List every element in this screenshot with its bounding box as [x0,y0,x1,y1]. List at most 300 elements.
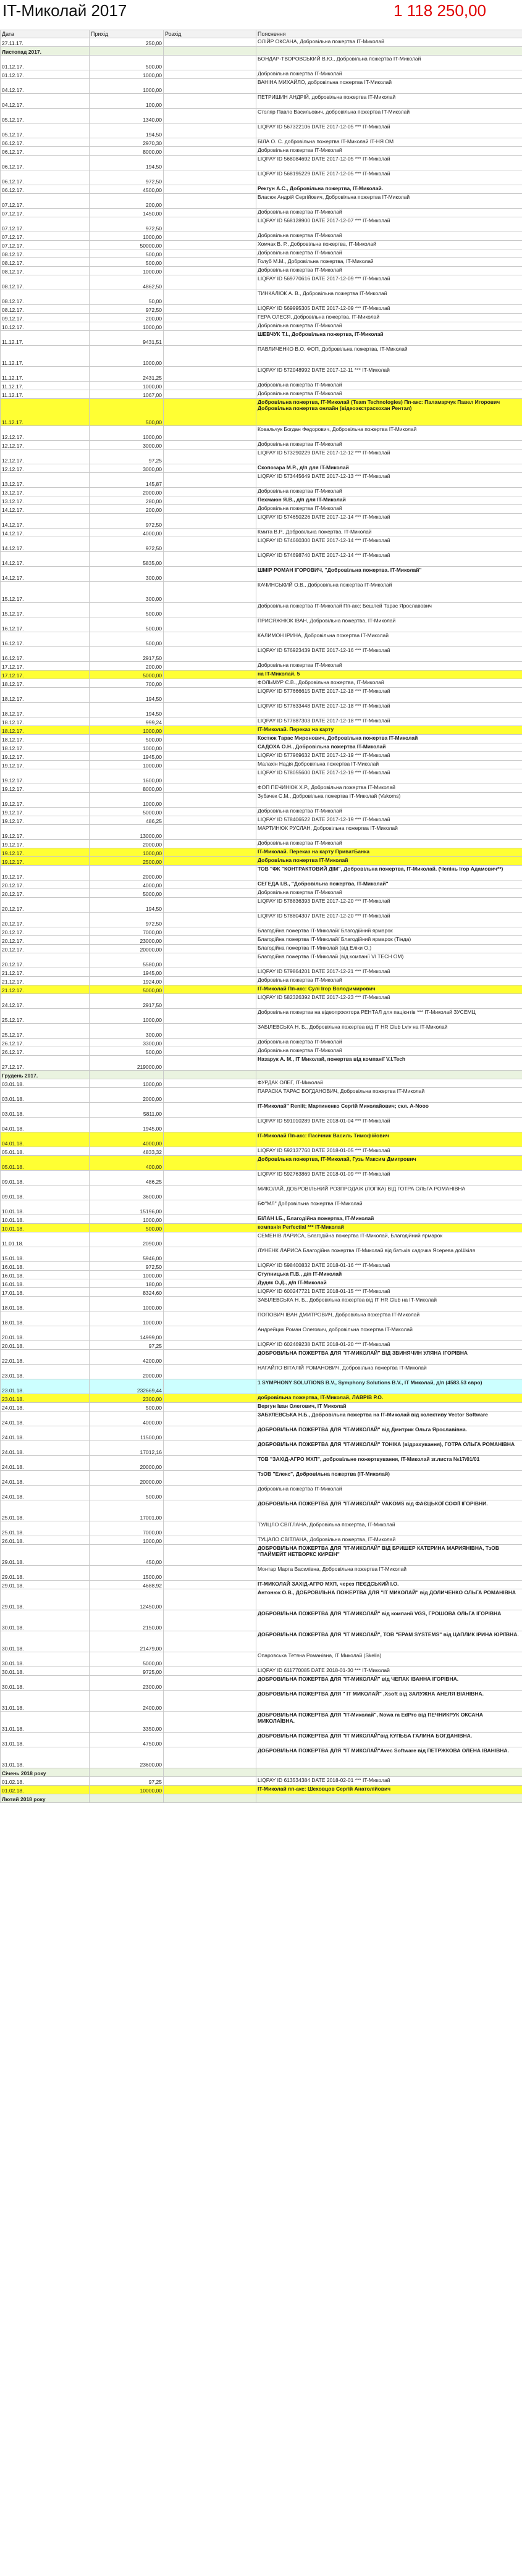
note-cell[interactable]: ВАНІНА МИХАЙЛО, добровільна пожертва IT-Миколай [256,79,522,94]
date-cell[interactable]: 20.12.17. [1,889,90,898]
expense-cell[interactable] [164,1311,256,1326]
expense-cell[interactable] [164,688,256,703]
date-cell[interactable]: 09.01.18. [1,1171,90,1186]
date-cell[interactable]: 11.12.17. [1,346,90,367]
note-cell[interactable]: Добровільна пожертва IT-Миколай [256,662,522,671]
expense-cell[interactable] [164,1403,256,1411]
income-cell[interactable]: 1000,00 [90,70,164,79]
month-empty-cell[interactable] [164,47,256,56]
date-cell[interactable]: 19.12.17. [1,769,90,784]
expense-cell[interactable] [164,70,256,79]
income-cell[interactable]: 1000,00 [90,1536,164,1545]
income-cell[interactable]: 194,50 [90,898,164,913]
expense-cell[interactable] [164,426,256,441]
note-cell[interactable]: ДОБРОВІЛЬНА ПОЖЕРТВА ДЛЯ "IT-МИКОЛАЙ" від Дмитрик Ольга Ярославівна. [256,1426,522,1441]
expense-cell[interactable] [164,1039,256,1047]
date-cell[interactable]: 17.12.17. [1,662,90,671]
income-cell[interactable]: 700,00 [90,679,164,688]
income-cell[interactable]: 1000,00 [90,322,164,331]
note-cell[interactable]: ПРИСЯЖНЮК ІВАН, Добровільна пожертва, IT-Миколай [256,617,522,632]
expense-cell[interactable] [164,147,256,156]
expense-cell[interactable] [164,808,256,816]
note-cell[interactable]: Добровільна пожертва IT-Миколай [256,441,522,450]
expense-cell[interactable] [164,305,256,314]
income-cell[interactable]: 2150,00 [90,1610,164,1631]
date-cell[interactable]: 19.12.17. [1,793,90,808]
income-cell[interactable]: 100,00 [90,94,164,109]
column-header-expense[interactable]: Розхід [164,30,256,38]
date-cell[interactable]: 08.12.17. [1,290,90,305]
note-cell[interactable]: LIQPAY ID 598400832 DATE 2018-01-16 *** IT-Миколай [256,1262,522,1271]
date-cell[interactable]: 16.01.18. [1,1279,90,1288]
month-label-cell[interactable]: Лютий 2018 року [1,1794,90,1803]
expense-cell[interactable] [164,1456,256,1471]
expense-cell[interactable] [164,505,256,514]
expense-cell[interactable] [164,840,256,848]
date-cell[interactable]: 19.12.17. [1,816,90,825]
expense-cell[interactable] [164,769,256,784]
note-cell[interactable]: LIQPAY ID 578055600 DATE 2017-12-19 *** IT-Миколай [256,769,522,784]
income-cell[interactable]: 4000,00 [90,880,164,889]
expense-cell[interactable] [164,156,256,170]
month-empty-cell[interactable] [164,1768,256,1777]
note-cell[interactable]: БІЛА О. С. добровільна пожертва IT-Миколай IT-НЯ ОМ [256,138,522,147]
income-cell[interactable]: 1340,00 [90,109,164,123]
income-cell[interactable]: 2000,00 [90,1088,164,1103]
expense-cell[interactable] [164,94,256,109]
note-cell[interactable]: ДОБРОВІЛЬНА ПОЖЕРТВА ДЛЯ "IT МИКОЛАЙ"від КУПЬБА ГАЛИНА БОГДАНІВНА. [256,1733,522,1747]
note-cell[interactable]: СЕГЕДА І.В., "Добровільна пожертва, IT-Миколай" [256,880,522,889]
note-cell[interactable]: LIQPAY ID 573290229 DATE 2017-12-12 *** IT-Миколай [256,450,522,464]
income-cell[interactable]: 500,00 [90,56,164,70]
month-label-cell[interactable]: Грудень 2017. [1,1071,90,1079]
note-cell[interactable]: LIQPAY ID 567322106 DATE 2017-12-05 *** IT-Миколай [256,123,522,138]
income-cell[interactable]: 200,00 [90,314,164,322]
note-cell[interactable]: КАЧИНСЬКИЙ О.В., Добровільна пожертва IT-Миколай [256,582,522,603]
income-cell[interactable]: 1000,00 [90,726,164,735]
date-cell[interactable]: 05.01.18. [1,1156,90,1171]
note-cell[interactable]: LIQPAY ID 592137760 DATE 2018-01-05 *** IT-Миколай [256,1147,522,1156]
date-cell[interactable]: 16.12.17. [1,617,90,632]
date-cell[interactable]: 20.12.17. [1,880,90,889]
expense-cell[interactable] [164,1326,256,1341]
expense-cell[interactable] [164,217,256,232]
expense-cell[interactable] [164,1733,256,1747]
note-cell[interactable]: LIQPAY ID 579864201 DATE 2017-12-21 *** IT-Миколай [256,968,522,977]
income-cell[interactable]: 500,00 [90,399,164,426]
income-cell[interactable]: 300,00 [90,1024,164,1039]
date-cell[interactable]: 14.12.17. [1,567,90,582]
income-cell[interactable]: 1000,00 [90,79,164,94]
note-cell[interactable]: Добровільна пожертва IT-Миколай [256,209,522,217]
expense-cell[interactable] [164,1581,256,1589]
expense-cell[interactable] [164,1024,256,1039]
date-cell[interactable]: 09.01.18. [1,1186,90,1200]
date-cell[interactable]: 29.01.18. [1,1566,90,1581]
expense-cell[interactable] [164,927,256,936]
date-cell[interactable]: 06.12.17. [1,185,90,194]
income-cell[interactable]: 50,00 [90,290,164,305]
income-cell[interactable]: 2917,50 [90,994,164,1009]
date-cell[interactable]: 18.12.17. [1,726,90,735]
date-cell[interactable]: 24.01.18. [1,1441,90,1456]
date-cell[interactable]: 10.01.18. [1,1200,90,1215]
income-cell[interactable]: 5946,00 [90,1247,164,1262]
note-cell[interactable]: ОЛІЙР ОКСАНА, Добровільна пожертва IT-Миколай [256,38,522,47]
income-cell[interactable]: 8324,60 [90,1288,164,1297]
income-cell[interactable]: 3350,00 [90,1712,164,1733]
date-cell[interactable]: 20.12.17. [1,953,90,968]
expense-cell[interactable] [164,1118,256,1132]
date-cell[interactable]: 11.12.17. [1,382,90,390]
date-cell[interactable]: 30.01.18. [1,1631,90,1652]
date-cell[interactable]: 19.12.17. [1,866,90,880]
income-cell[interactable]: 1000,00 [90,346,164,367]
income-cell[interactable]: 180,00 [90,1279,164,1288]
income-cell[interactable]: 4750,00 [90,1733,164,1747]
date-cell[interactable]: 12.12.17. [1,441,90,450]
note-cell[interactable]: Благодійна пожертва IT-Миколай/ Благодійний ярмарок (Тінда) [256,936,522,945]
date-cell[interactable]: 07.12.17. [1,232,90,241]
date-cell[interactable]: 29.01.18. [1,1545,90,1566]
note-cell[interactable]: КАЛИМОН ІРИНА, Добровільна пожертва IT-Миколай [256,632,522,647]
note-cell[interactable]: Хомчак В. Р., Добровільна пожертва, IT-Миколай [256,241,522,249]
month-empty-cell[interactable] [90,1768,164,1777]
expense-cell[interactable] [164,1486,256,1500]
expense-cell[interactable] [164,968,256,977]
income-cell[interactable]: 2090,00 [90,1232,164,1247]
note-cell[interactable]: Костюк Тарас Миронович, Добровільна пожертва IT-Миколай [256,735,522,743]
expense-cell[interactable] [164,1200,256,1215]
expense-cell[interactable] [164,209,256,217]
note-cell[interactable]: Добровільна пожертва IT-Миколай [256,808,522,816]
expense-cell[interactable] [164,1156,256,1171]
income-cell[interactable]: 50000,00 [90,241,164,249]
expense-cell[interactable] [164,1747,256,1768]
income-cell[interactable]: 500,00 [90,249,164,258]
date-cell[interactable]: 07.12.17. [1,217,90,232]
note-cell[interactable]: МАРТИНЮК РУСЛАН, Добровільна пожертва IT-Миколай [256,825,522,840]
note-cell[interactable]: LIQPAY ID 568128900 DATE 2017-12-07 *** IT-Миколай [256,217,522,232]
date-cell[interactable]: 12.12.17. [1,426,90,441]
month-label-cell[interactable]: Січень 2018 року [1,1768,90,1777]
note-cell[interactable]: LIQPAY ID 611770085 DATE 2018-01-30 *** IT-Миколай [256,1667,522,1676]
note-cell[interactable]: LIQPAY ID 582326392 DATE 2017-12-23 *** IT-Миколай [256,994,522,1009]
date-cell[interactable]: 29.01.18. [1,1581,90,1589]
date-cell[interactable]: 31.01.18. [1,1712,90,1733]
month-empty-cell[interactable] [256,1768,522,1777]
note-cell[interactable]: Добровільна пожертва IT-Миколай [256,840,522,848]
date-cell[interactable]: 25.01.18. [1,1521,90,1536]
date-cell[interactable]: 01.02.18. [1,1777,90,1786]
note-cell[interactable]: LIQPAY ID 568195229 DATE 2017-12-05 *** IT-Миколай [256,170,522,185]
note-cell[interactable]: Монтар Марта Василівна, Добровільна пожертва IT-Миколай [256,1566,522,1581]
expense-cell[interactable] [164,1009,256,1024]
expense-cell[interactable] [164,1132,256,1147]
date-cell[interactable]: 08.12.17. [1,249,90,258]
date-cell[interactable]: 15.12.17. [1,603,90,617]
note-cell[interactable]: БФ"МЛ" Добровільна пожертва IT-Миколай [256,1200,522,1215]
expense-cell[interactable] [164,1667,256,1676]
note-cell[interactable]: Кмита В.Р., Добровільна пожертва, IT-Миколай [256,529,522,537]
income-cell[interactable]: 5835,00 [90,552,164,567]
income-cell[interactable]: 500,00 [90,1224,164,1232]
expense-cell[interactable] [164,79,256,94]
date-cell[interactable]: 24.01.18. [1,1456,90,1471]
income-cell[interactable]: 97,25 [90,1777,164,1786]
date-cell[interactable]: 21.12.17. [1,968,90,977]
income-cell[interactable]: 2500,00 [90,857,164,866]
date-cell[interactable]: 16.01.18. [1,1271,90,1279]
income-cell[interactable]: 1000,00 [90,1271,164,1279]
date-cell[interactable]: 03.01.18. [1,1079,90,1088]
income-cell[interactable]: 4000,00 [90,1411,164,1426]
income-cell[interactable]: 3000,00 [90,464,164,473]
expense-cell[interactable] [164,726,256,735]
note-cell[interactable]: Добровільна пожертва IT-Миколай [256,505,522,514]
expense-cell[interactable] [164,185,256,194]
date-cell[interactable]: 04.01.18. [1,1118,90,1132]
date-cell[interactable]: 31.01.18. [1,1733,90,1747]
date-cell[interactable]: 26.12.17. [1,1047,90,1056]
date-cell[interactable]: 13.12.17. [1,496,90,505]
expense-cell[interactable] [164,825,256,840]
income-cell[interactable]: 2917,50 [90,647,164,662]
note-cell[interactable]: ТОВ "ФК "КОНТРАКТОВИЙ ДІМ", Добровільна пожертва, IT-Миколай. (Чепінь Ігор Адамович**) [256,866,522,880]
expense-cell[interactable] [164,913,256,927]
note-cell[interactable]: LIQPAY ID 574650226 DATE 2017-12-14 *** IT-Миколай [256,514,522,529]
date-cell[interactable]: 19.12.17. [1,752,90,761]
date-cell[interactable]: 30.01.18. [1,1667,90,1676]
income-cell[interactable]: 1000,00 [90,1079,164,1088]
expense-cell[interactable] [164,1691,256,1712]
income-cell[interactable]: 11500,00 [90,1426,164,1441]
income-cell[interactable]: 500,00 [90,603,164,617]
expense-cell[interactable] [164,258,256,267]
income-cell[interactable]: 5000,00 [90,985,164,994]
note-cell[interactable]: ДОБРОВІЛЬНА ПОЖЕРТВА ДЛЯ "IT-МИКОЛАЙ" VAKOMS від ФАЄЦЬКОЇ СОФІЇ ІГОРІВНИ. [256,1500,522,1521]
income-cell[interactable]: 972,50 [90,514,164,529]
date-cell[interactable]: 17.01.18. [1,1288,90,1297]
date-cell[interactable]: 14.12.17. [1,529,90,537]
date-cell[interactable]: 21.12.17. [1,985,90,994]
date-cell[interactable]: 12.12.17. [1,450,90,464]
note-cell[interactable]: Добровільна пожертва IT-Миколай [256,249,522,258]
note-cell[interactable]: IT-Миколай Пп-акс: Сулі Ігор Володимирович [256,985,522,994]
note-cell[interactable]: LIQPAY ID 592763869 DATE 2018-01-09 *** IT-Миколай [256,1171,522,1186]
note-cell[interactable]: Добровільна пожертва IT-Миколай [256,147,522,156]
expense-cell[interactable] [164,679,256,688]
date-cell[interactable]: 15.01.18. [1,1247,90,1262]
note-cell[interactable]: LIQPAY ID 572048992 DATE 2017-12-11 *** IT-Миколай [256,367,522,382]
income-cell[interactable]: 200,00 [90,662,164,671]
date-cell[interactable]: 04.01.18. [1,1132,90,1147]
expense-cell[interactable] [164,752,256,761]
income-cell[interactable]: 2000,00 [90,866,164,880]
income-cell[interactable]: 4862,50 [90,275,164,290]
expense-cell[interactable] [164,38,256,47]
note-cell[interactable]: ЗАБІЛЕВСЬКА Н. Б., Добровільна пожертва від IT HR Club Lviv на IT-Миколай [256,1024,522,1039]
income-cell[interactable]: 4500,00 [90,185,164,194]
expense-cell[interactable] [164,880,256,889]
income-cell[interactable]: 5811,00 [90,1103,164,1118]
date-cell[interactable]: 23.01.18. [1,1365,90,1379]
date-cell[interactable]: 18.01.18. [1,1311,90,1326]
note-cell[interactable]: Добровільна пожертва IT-Миколай [256,322,522,331]
expense-cell[interactable] [164,567,256,582]
date-cell[interactable]: 20.01.18. [1,1326,90,1341]
date-cell[interactable]: 17.12.17. [1,671,90,679]
date-cell[interactable]: 19.12.17. [1,840,90,848]
date-cell[interactable]: 01.12.17. [1,70,90,79]
expense-cell[interactable] [164,123,256,138]
income-cell[interactable]: 972,50 [90,305,164,314]
note-cell[interactable]: 1 SYMPHONY SOLUTIONS B.V., Symphony Solutions B.V., IT Миколай, д/п (4583.53 євро) [256,1379,522,1394]
income-cell[interactable]: 300,00 [90,582,164,603]
note-cell[interactable]: ПАВЛИЧЕНКО В.О. ФОП, Добровільна пожертва, IT-Миколай [256,346,522,367]
date-cell[interactable]: 15.12.17. [1,582,90,603]
expense-cell[interactable] [164,1777,256,1786]
note-cell[interactable]: ДОБРОВІЛЬНА ПОЖЕРТВА ДЛЯ "IT МИКОЛАЙ"Avec Software від ПЕТРЖКОВА ОЛЕНА ІВАНІВНА. [256,1747,522,1768]
date-cell[interactable]: 20.12.17. [1,927,90,936]
expense-cell[interactable] [164,848,256,857]
date-cell[interactable]: 11.01.18. [1,1232,90,1247]
income-cell[interactable]: 219000,00 [90,1056,164,1071]
note-cell[interactable]: LIQPAY ID 574660300 DATE 2017-12-14 *** IT-Миколай [256,537,522,552]
date-cell[interactable]: 24.12.17. [1,994,90,1009]
expense-cell[interactable] [164,1279,256,1288]
expense-cell[interactable] [164,1079,256,1088]
expense-cell[interactable] [164,390,256,399]
date-cell[interactable]: 16.12.17. [1,632,90,647]
income-cell[interactable]: 2300,00 [90,1394,164,1403]
expense-cell[interactable] [164,331,256,346]
expense-cell[interactable] [164,1426,256,1441]
note-cell[interactable]: Назарук А. М., IT Миколай, пожертва від компанії V.I.Tech [256,1056,522,1071]
note-cell[interactable]: ДОБРОВІЛЬНА ПОЖЕРТВА ДЛЯ "IT МИКОЛАЙ", ТОВ "EPAM SYSTEMS" від ЦАПЛИК ІРИНА ЮРІЇВНА. [256,1631,522,1652]
income-cell[interactable]: 1600,00 [90,769,164,784]
note-cell[interactable]: LIQPAY ID 577969632 DATE 2017-12-19 *** IT-Миколай [256,752,522,761]
note-cell[interactable]: IT-Миколай пп-акс: Шеховцов Сергій Анатолійович [256,1786,522,1794]
income-cell[interactable]: 999,24 [90,717,164,726]
date-cell[interactable]: 23.01.18. [1,1394,90,1403]
date-cell[interactable]: 10.01.18. [1,1224,90,1232]
expense-cell[interactable] [164,464,256,473]
income-cell[interactable]: 280,00 [90,496,164,505]
date-cell[interactable]: 18.12.17. [1,679,90,688]
income-cell[interactable]: 2970,30 [90,138,164,147]
note-cell[interactable]: LIQPAY ID 574698740 DATE 2017-12-14 *** IT-Миколай [256,552,522,567]
date-cell[interactable]: 05.12.17. [1,123,90,138]
date-cell[interactable]: 27.12.17. [1,1056,90,1071]
month-empty-cell[interactable] [90,47,164,56]
expense-cell[interactable] [164,1232,256,1247]
expense-cell[interactable] [164,232,256,241]
expense-cell[interactable] [164,1215,256,1224]
expense-cell[interactable] [164,866,256,880]
note-cell[interactable]: LIQPAY ID 578406522 DATE 2017-12-19 *** IT-Миколай [256,816,522,825]
expense-cell[interactable] [164,889,256,898]
expense-cell[interactable] [164,1341,256,1350]
date-cell[interactable]: 08.12.17. [1,267,90,275]
expense-cell[interactable] [164,945,256,953]
income-cell[interactable]: 1000,00 [90,793,164,808]
expense-cell[interactable] [164,399,256,426]
note-cell[interactable]: ФОЛЬМУР Є.В., Добровільна пожертва, IT-Миколай [256,679,522,688]
expense-cell[interactable] [164,632,256,647]
date-cell[interactable]: 27.11.17. [1,38,90,47]
income-cell[interactable]: 17012,16 [90,1441,164,1456]
date-cell[interactable]: 07.12.17. [1,194,90,209]
expense-cell[interactable] [164,743,256,752]
expense-cell[interactable] [164,671,256,679]
date-cell[interactable]: 10.01.18. [1,1215,90,1224]
income-cell[interactable]: 1000,00 [90,1009,164,1024]
expense-cell[interactable] [164,816,256,825]
income-cell[interactable]: 1924,00 [90,977,164,985]
note-cell[interactable]: Благодійна пожертва IT-Миколай (від компанії VI TECH OM) [256,953,522,968]
income-cell[interactable]: 500,00 [90,1486,164,1500]
date-cell[interactable]: 18.12.17. [1,717,90,726]
note-cell[interactable]: Андрейцик Роман Олегович, добровільна пожертва IT-Миколай [256,1326,522,1341]
date-cell[interactable]: 12.12.17. [1,464,90,473]
expense-cell[interactable] [164,617,256,632]
income-cell[interactable]: 3000,00 [90,441,164,450]
expense-cell[interactable] [164,514,256,529]
note-cell[interactable]: Зубачек С.М., Добровільна пожертва IT-Миколай (Vakoms) [256,793,522,808]
note-cell[interactable]: LIQPAY ID 613534384 DATE 2018-02-01 *** IT-Миколай [256,1777,522,1786]
expense-cell[interactable] [164,985,256,994]
expense-cell[interactable] [164,1566,256,1581]
income-cell[interactable]: 9725,00 [90,1667,164,1676]
note-cell[interactable]: LIQPAY ID 568084692 DATE 2017-12-05 *** IT-Миколай [256,156,522,170]
income-cell[interactable]: 4833,32 [90,1147,164,1156]
note-cell[interactable]: Голуб М.М., Добровільна пожертва, IT-Миколай [256,258,522,267]
note-cell[interactable]: ТУЦАЛО СВІТЛАНА, Добровільна пожертва, IT-Миколай [256,1536,522,1545]
note-cell[interactable]: МИКОЛАЙ, ДОБРОВІЛЬНИЙ РОЗПРОДАЖ (ЛОПКА) ВІД ГОТРА ОЛЬГА РОМАНІВНА [256,1186,522,1200]
date-cell[interactable]: 14.12.17. [1,552,90,567]
expense-cell[interactable] [164,647,256,662]
expense-cell[interactable] [164,496,256,505]
income-cell[interactable]: 20000,00 [90,1456,164,1471]
date-cell[interactable]: 01.12.17. [1,56,90,70]
expense-cell[interactable] [164,322,256,331]
income-cell[interactable]: 2400,00 [90,1691,164,1712]
income-cell[interactable]: 2431,25 [90,367,164,382]
expense-cell[interactable] [164,582,256,603]
date-cell[interactable]: 08.12.17. [1,275,90,290]
note-cell[interactable]: Добровільна пожертва IT-Миколай [256,1486,522,1500]
income-cell[interactable]: 8000,00 [90,147,164,156]
note-cell[interactable]: ШМІР РОМАН ІГОРОВИЧ, "Добровільна пожертва. IT-Миколай" [256,567,522,582]
date-cell[interactable]: 19.12.17. [1,825,90,840]
date-cell[interactable]: 24.01.18. [1,1486,90,1500]
income-cell[interactable]: 5000,00 [90,889,164,898]
date-cell[interactable]: 16.12.17. [1,647,90,662]
income-cell[interactable]: 500,00 [90,258,164,267]
date-cell[interactable]: 14.12.17. [1,537,90,552]
note-cell[interactable]: БІЛАН І.Б., Благодійна пожертва, IT-Миколай [256,1215,522,1224]
month-empty-cell[interactable] [164,1071,256,1079]
expense-cell[interactable] [164,275,256,290]
date-cell[interactable]: 24.01.18. [1,1403,90,1411]
note-cell[interactable]: Антонюк О.В., ДОБРОВІЛЬНА ПОЖЕРТВА ДЛЯ "IT МИКОЛАЙ" від ДОЛИЧЕНКО ОЛЬГА РОМАНІВНА [256,1589,522,1610]
expense-cell[interactable] [164,1631,256,1652]
date-cell[interactable]: 30.01.18. [1,1676,90,1691]
note-cell[interactable]: ТУЛЦЛО СВІТЛАНА, Добровільна пожертва, IT-Миколай [256,1521,522,1536]
income-cell[interactable]: 300,00 [90,567,164,582]
income-cell[interactable]: 2300,00 [90,1676,164,1691]
